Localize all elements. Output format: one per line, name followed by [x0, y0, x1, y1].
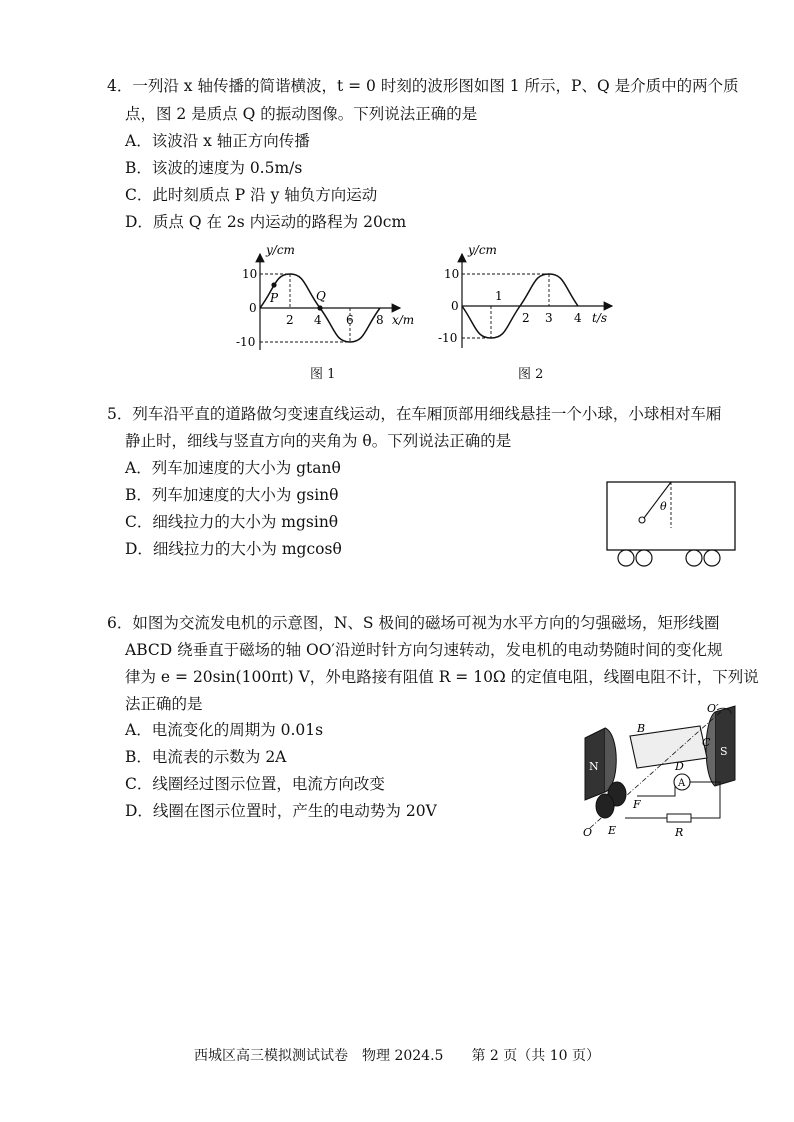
fig2-ytick-neg10: -10	[438, 331, 458, 345]
fig2-xlabel: t/s	[592, 311, 608, 325]
label-o: O	[583, 826, 593, 839]
q4-figure1-wave-graph	[230, 240, 420, 360]
hanging-ball	[639, 517, 645, 523]
fig1-xtick-6: 6	[346, 313, 354, 327]
q4-option-c: C．此时刻质点 P 沿 y 轴负方向运动	[125, 186, 378, 204]
n-pole-label: N	[589, 760, 599, 773]
q4-option-a: A．该波沿 x 轴正方向传播	[125, 132, 310, 150]
fig1-point-q	[317, 305, 322, 310]
ammeter-label: A	[678, 778, 686, 789]
q4-stem-line1: 4．一列沿 x 轴传播的简谐横波，t = 0 时刻的波形图如图 1 所示，P、Q 是介质中的两个质	[107, 77, 739, 95]
fig2-caption: 图 2	[518, 367, 544, 382]
fig2-xtick-2: 2	[522, 311, 530, 325]
q4-stem-line2: 点，图 2 是质点 Q 的振动图像。下列说法正确的是	[125, 105, 478, 123]
page-footer: 西城区高三模拟测试试卷 物理 2024.5 第 2 页（共 10 页）	[194, 1048, 600, 1064]
fig2-xtick-1: 1	[495, 289, 503, 303]
wheel	[636, 550, 652, 566]
angle-theta-label: θ	[660, 500, 667, 513]
fig1-point-p	[271, 282, 276, 287]
fig1-ylabel: y/cm	[266, 243, 295, 257]
q6-stem-line4: 法正确的是	[125, 695, 203, 713]
fig2-ytick-10: 10	[444, 267, 460, 281]
fig1-ytick-neg10: -10	[236, 335, 256, 349]
label-c: C	[702, 736, 711, 749]
q4-option-b: B．该波的速度为 0.5m/s	[125, 159, 303, 177]
fig2-ytick-0: 0	[451, 299, 459, 313]
fig1-xtick-2: 2	[286, 313, 294, 327]
q5-stem-line1: 5．列车沿平直的道路做匀变速直线运动，在车厢顶部用细线悬挂一个小球，小球相对车厢	[107, 405, 722, 423]
fig1-xtick-4: 4	[314, 313, 322, 327]
q6-stem-line2: ABCD 绕垂直于磁场的轴 OO′沿逆时针方向匀速转动，发电机的电动势随时间的变化规	[125, 641, 723, 659]
q6-stem-line3: 律为 e = 20sin(100πt) V，外电路接有阻值 R = 10Ω 的定值电阻，线圈电阻不计，下列说	[125, 668, 759, 686]
fig1-xtick-8: 8	[376, 313, 384, 327]
q6-option-c: C．线圈经过图示位置，电流方向改变	[125, 775, 385, 793]
fig2-xtick-4: 4	[574, 311, 582, 325]
q6-ac-generator-figure	[575, 700, 755, 840]
fig2-ylabel: y/cm	[468, 243, 497, 257]
hanging-thread	[644, 482, 671, 518]
q5-option-c: C．细线拉力的大小为 mgsinθ	[125, 513, 339, 531]
q4-figure2-vibration-graph	[432, 240, 622, 360]
label-r: R	[675, 826, 684, 839]
fig1-ytick-0: 0	[249, 301, 257, 315]
label-e: E	[608, 824, 617, 837]
fig1-label-p: P	[270, 291, 279, 305]
q5-train-carriage-figure	[600, 478, 740, 570]
q6-stem-line1: 6．如图为交流发电机的示意图，N、S 极间的磁场可视为水平方向的匀强磁场，矩形线圈	[107, 614, 720, 632]
fig2-xtick-3: 3	[545, 311, 553, 325]
q5-option-a: A．列车加速度的大小为 gtanθ	[125, 459, 341, 477]
s-pole-label: S	[720, 745, 728, 758]
q5-option-b: B．列车加速度的大小为 gsinθ	[125, 486, 339, 504]
slip-ring	[596, 794, 614, 818]
label-f: F	[633, 798, 641, 811]
label-d: D	[675, 760, 684, 773]
resistor	[667, 814, 691, 822]
fig1-caption: 图 1	[310, 367, 336, 382]
q4-option-d: D．质点 Q 在 2s 内运动的路程为 20cm	[125, 213, 407, 231]
q6-option-b: B．电流表的示数为 2A	[125, 748, 287, 766]
q5-option-d: D．细线拉力的大小为 mgcosθ	[125, 540, 342, 558]
wheel	[618, 550, 634, 566]
label-o-prime: O′	[707, 702, 719, 715]
label-b: B	[637, 722, 646, 735]
q5-stem-line2: 静止时，细线与竖直方向的夹角为 θ。下列说法正确的是	[125, 432, 512, 450]
fig1-xlabel: x/m	[392, 313, 415, 327]
wheel	[686, 550, 702, 566]
fig1-ytick-10: 10	[242, 267, 258, 281]
q6-option-a: A．电流变化的周期为 0.01s	[125, 721, 324, 739]
q6-option-d: D．线圈在图示位置时，产生的电动势为 20V	[125, 802, 437, 820]
fig1-label-q: Q	[316, 289, 326, 303]
wheel	[704, 550, 720, 566]
